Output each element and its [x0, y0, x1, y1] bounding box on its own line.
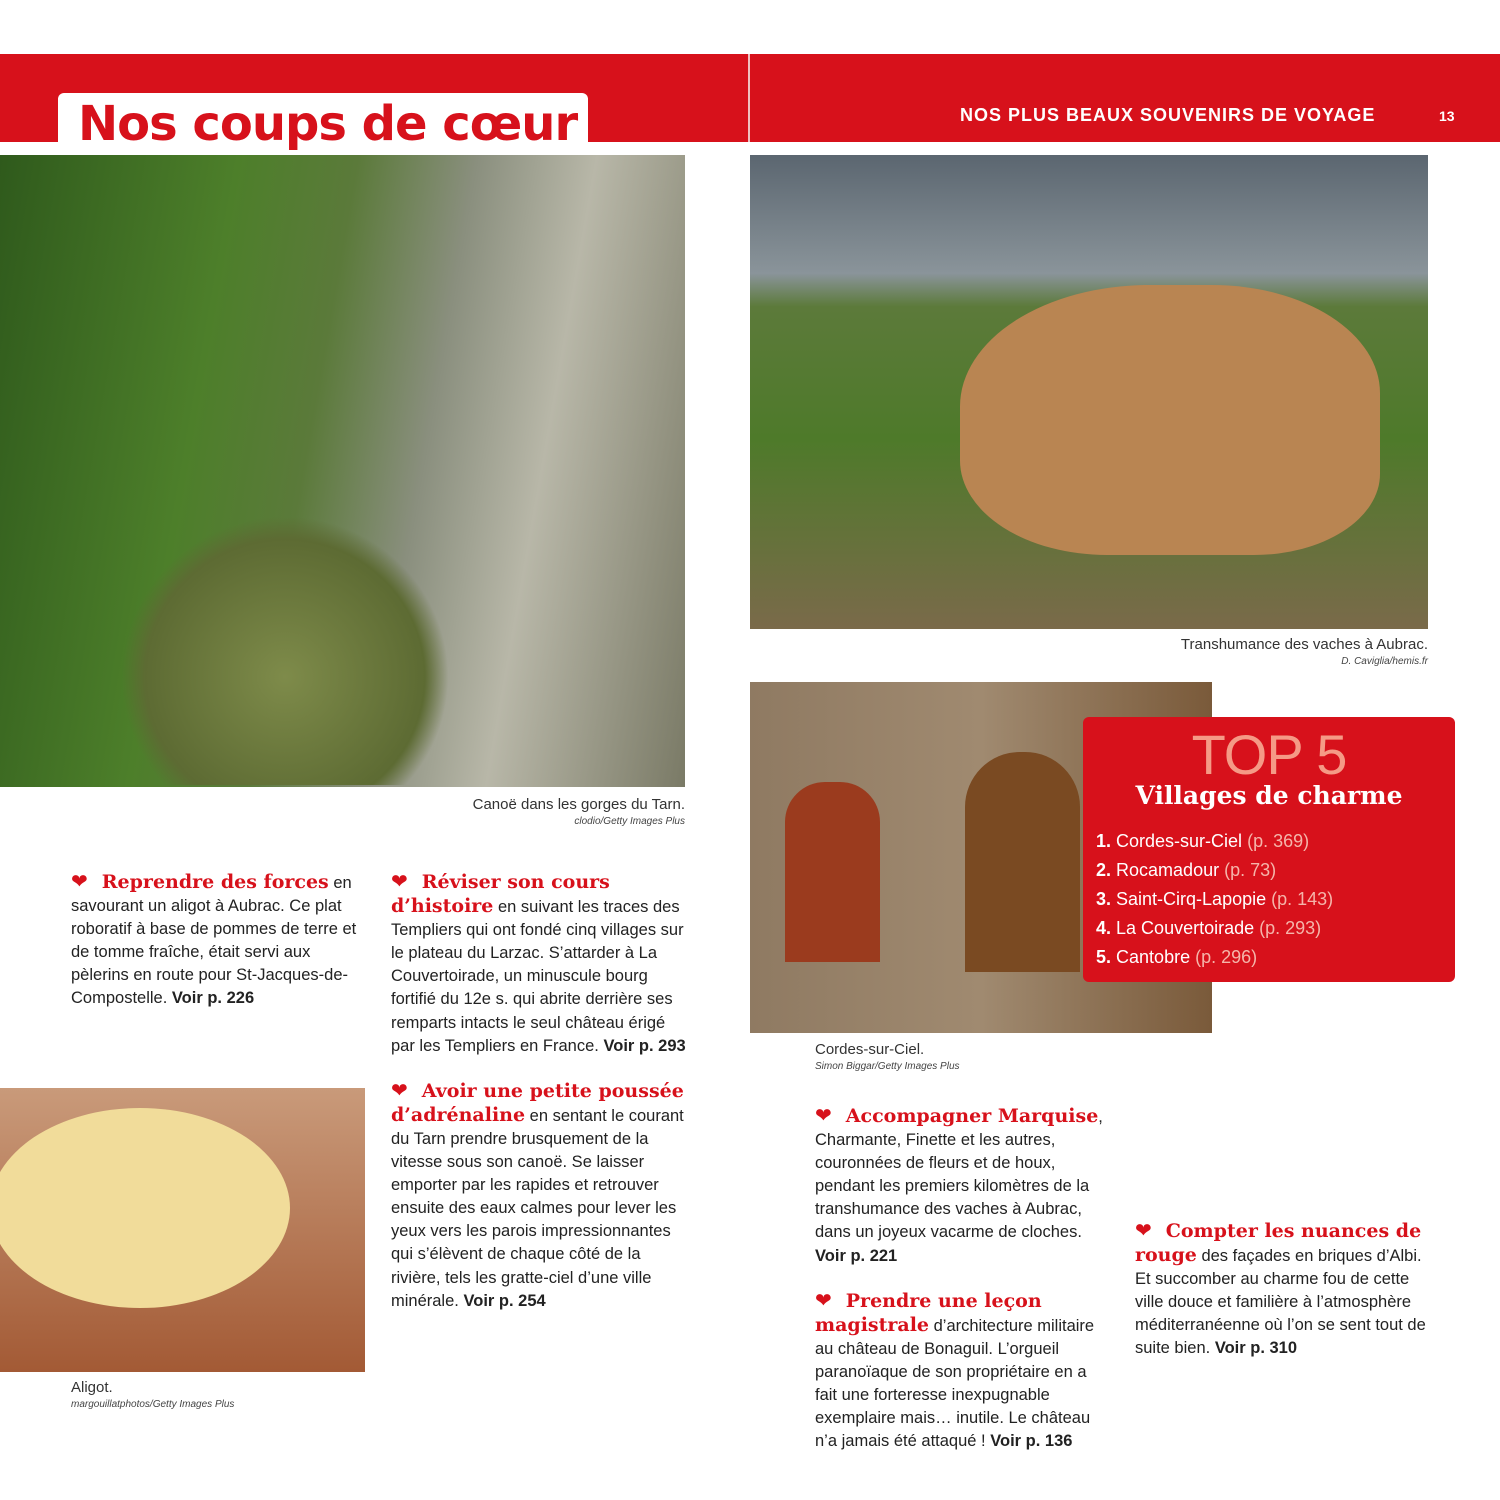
top5-item	[1096, 827, 1455, 856]
page-reference: Voir p. 221	[815, 1246, 898, 1265]
article-heading: Reprendre des forces	[101, 871, 329, 893]
article-body: des façades en briques d’Albi. Et succomber au charme fou de cette ville douce et familière à l’atmosphère méditerranéenne où l’on se sent tout de suite bien.	[1135, 1247, 1426, 1358]
heart-icon: ❤	[815, 1105, 832, 1127]
item-number: 4.	[1096, 918, 1112, 938]
heart-icon: ❤	[71, 871, 88, 893]
caption-cow	[1078, 636, 1428, 667]
photo-credit: clodio/Getty Images Plus	[574, 816, 685, 827]
item-number: 3.	[1096, 889, 1112, 909]
door	[785, 782, 880, 962]
article-heading: Avoir une petite poussée d’adrénaline	[391, 1079, 684, 1126]
photo-cow	[750, 155, 1428, 629]
page-reference: Voir p. 226	[171, 989, 255, 1008]
top5-box	[1083, 717, 1455, 982]
article	[391, 871, 687, 1058]
top5-item	[1096, 856, 1455, 885]
article-body: d’architecture militaire au château de Bonaguil. L’orgueil paranoïaque de son propriétaire en a fait une forteresse inexpugnable exemplaire mais… inutile. Le château n’a jamais été attaqué !	[815, 1316, 1095, 1451]
article	[391, 1080, 687, 1313]
item-name: La Couvertoirade	[1116, 918, 1255, 938]
caption-text: Canoë dans les gorges du Tarn.	[472, 796, 685, 813]
top5-item	[1096, 885, 1455, 914]
item-number: 1.	[1096, 831, 1112, 851]
page-number: 13	[1439, 108, 1455, 124]
article-body: , Charmante, Finette et les autres, couronnées de fleurs et de houx, pendant les premiers kilomètres de la transhumance des vaches à Aubrac, dans un joyeux vacarme de cloches.	[815, 1108, 1103, 1242]
door	[965, 752, 1080, 972]
page-reference: Voir p. 310	[1214, 1339, 1298, 1358]
page-reference: Voir p. 254	[463, 1291, 546, 1310]
column-2	[391, 871, 687, 1335]
item-page: (p. 73)	[1224, 860, 1277, 880]
item-number: 5.	[1096, 947, 1112, 967]
page-reference: Voir p. 136	[990, 1432, 1073, 1451]
item-name: Rocamadour	[1116, 860, 1220, 880]
top5-title: TOP 5	[1191, 723, 1347, 786]
item-name: Saint-Cirq-Lapopie	[1116, 889, 1267, 909]
caption-tarn	[385, 796, 685, 827]
heart-icon: ❤	[1135, 1220, 1152, 1242]
photo-credit: margouillatphotos/Getty Images Plus	[71, 1399, 235, 1410]
caption-text: Cordes-sur-Ciel.	[815, 1041, 925, 1058]
caption-aligot	[71, 1379, 371, 1410]
article-body: en savourant un aligot à Aubrac. Ce plat roboratif à base de pommes de terre et de tomme fraîche, était servi aux pèlerins en route pour St-Jacques-de-Compostelle.	[71, 874, 357, 1008]
column-1	[71, 871, 363, 1033]
article-heading: Compter les nuances de rouge	[1135, 1220, 1422, 1267]
article	[1135, 1220, 1427, 1361]
article-heading: Réviser son cours d’histoire	[391, 871, 610, 918]
article-body: en sentant le courant du Tarn prendre brusquement de la vitesse sous son canoë. Se laisser emporter par les rapides et retrouver ensuite des eaux calmes pour lever les yeux vers les parois impressionnantes qui s’élèvent de chaque côté de la rivière, tels les gratte-ciel d’une ville minérale.	[391, 1106, 684, 1310]
article-heading: Accompagner Marquise	[845, 1105, 1099, 1127]
caption-text: Transhumance des vaches à Aubrac.	[1180, 636, 1428, 653]
item-name: Cantobre	[1116, 947, 1191, 967]
item-page: (p. 293)	[1259, 918, 1322, 938]
article	[815, 1290, 1105, 1454]
caption-text: Aligot.	[71, 1379, 113, 1396]
title-tab	[58, 93, 588, 155]
page-title: Nos coups de cœur	[78, 96, 578, 152]
photo-aligot	[0, 1088, 365, 1372]
column-3	[815, 1105, 1105, 1475]
page-divider	[748, 54, 750, 142]
item-name: Cordes-sur-Ciel	[1116, 831, 1243, 851]
column-4	[1135, 1220, 1427, 1383]
photo-tarn-gorges	[0, 155, 685, 787]
running-title: NOS PLUS BEAUX SOUVENIRS DE VOYAGE	[960, 105, 1376, 125]
article	[71, 871, 363, 1011]
item-page: (p. 143)	[1271, 889, 1334, 909]
photo-credit: Simon Biggar/Getty Images Plus	[815, 1061, 960, 1072]
top5-item	[1096, 914, 1455, 943]
caption-cordes	[815, 1041, 1115, 1072]
item-number: 2.	[1096, 860, 1112, 880]
article-body: en suivant les traces des Templiers qui ont fondé cinq villages sur le plateau du Larzac. S’attarder à La Couvertoirade, un minuscule bourg fortifié du 12e s. qui abrite derrière ses remparts intacts le seul château érigé par les Templiers en France.	[391, 898, 684, 1055]
heart-icon: ❤	[391, 871, 408, 893]
article	[815, 1105, 1105, 1268]
photo-credit: D. Caviglia/hemis.fr	[1341, 656, 1428, 667]
heart-icon: ❤	[815, 1289, 832, 1312]
heart-icon: ❤	[391, 1079, 408, 1102]
top5-list	[1096, 827, 1455, 972]
top5-item	[1096, 943, 1455, 972]
page-reference: Voir p. 293	[603, 1036, 686, 1055]
article-heading: Prendre une leçon magistrale	[815, 1289, 1042, 1336]
top5-subtitle: Villages de charme	[1135, 781, 1403, 810]
item-page: (p. 369)	[1247, 831, 1310, 851]
item-page: (p. 296)	[1195, 947, 1258, 967]
